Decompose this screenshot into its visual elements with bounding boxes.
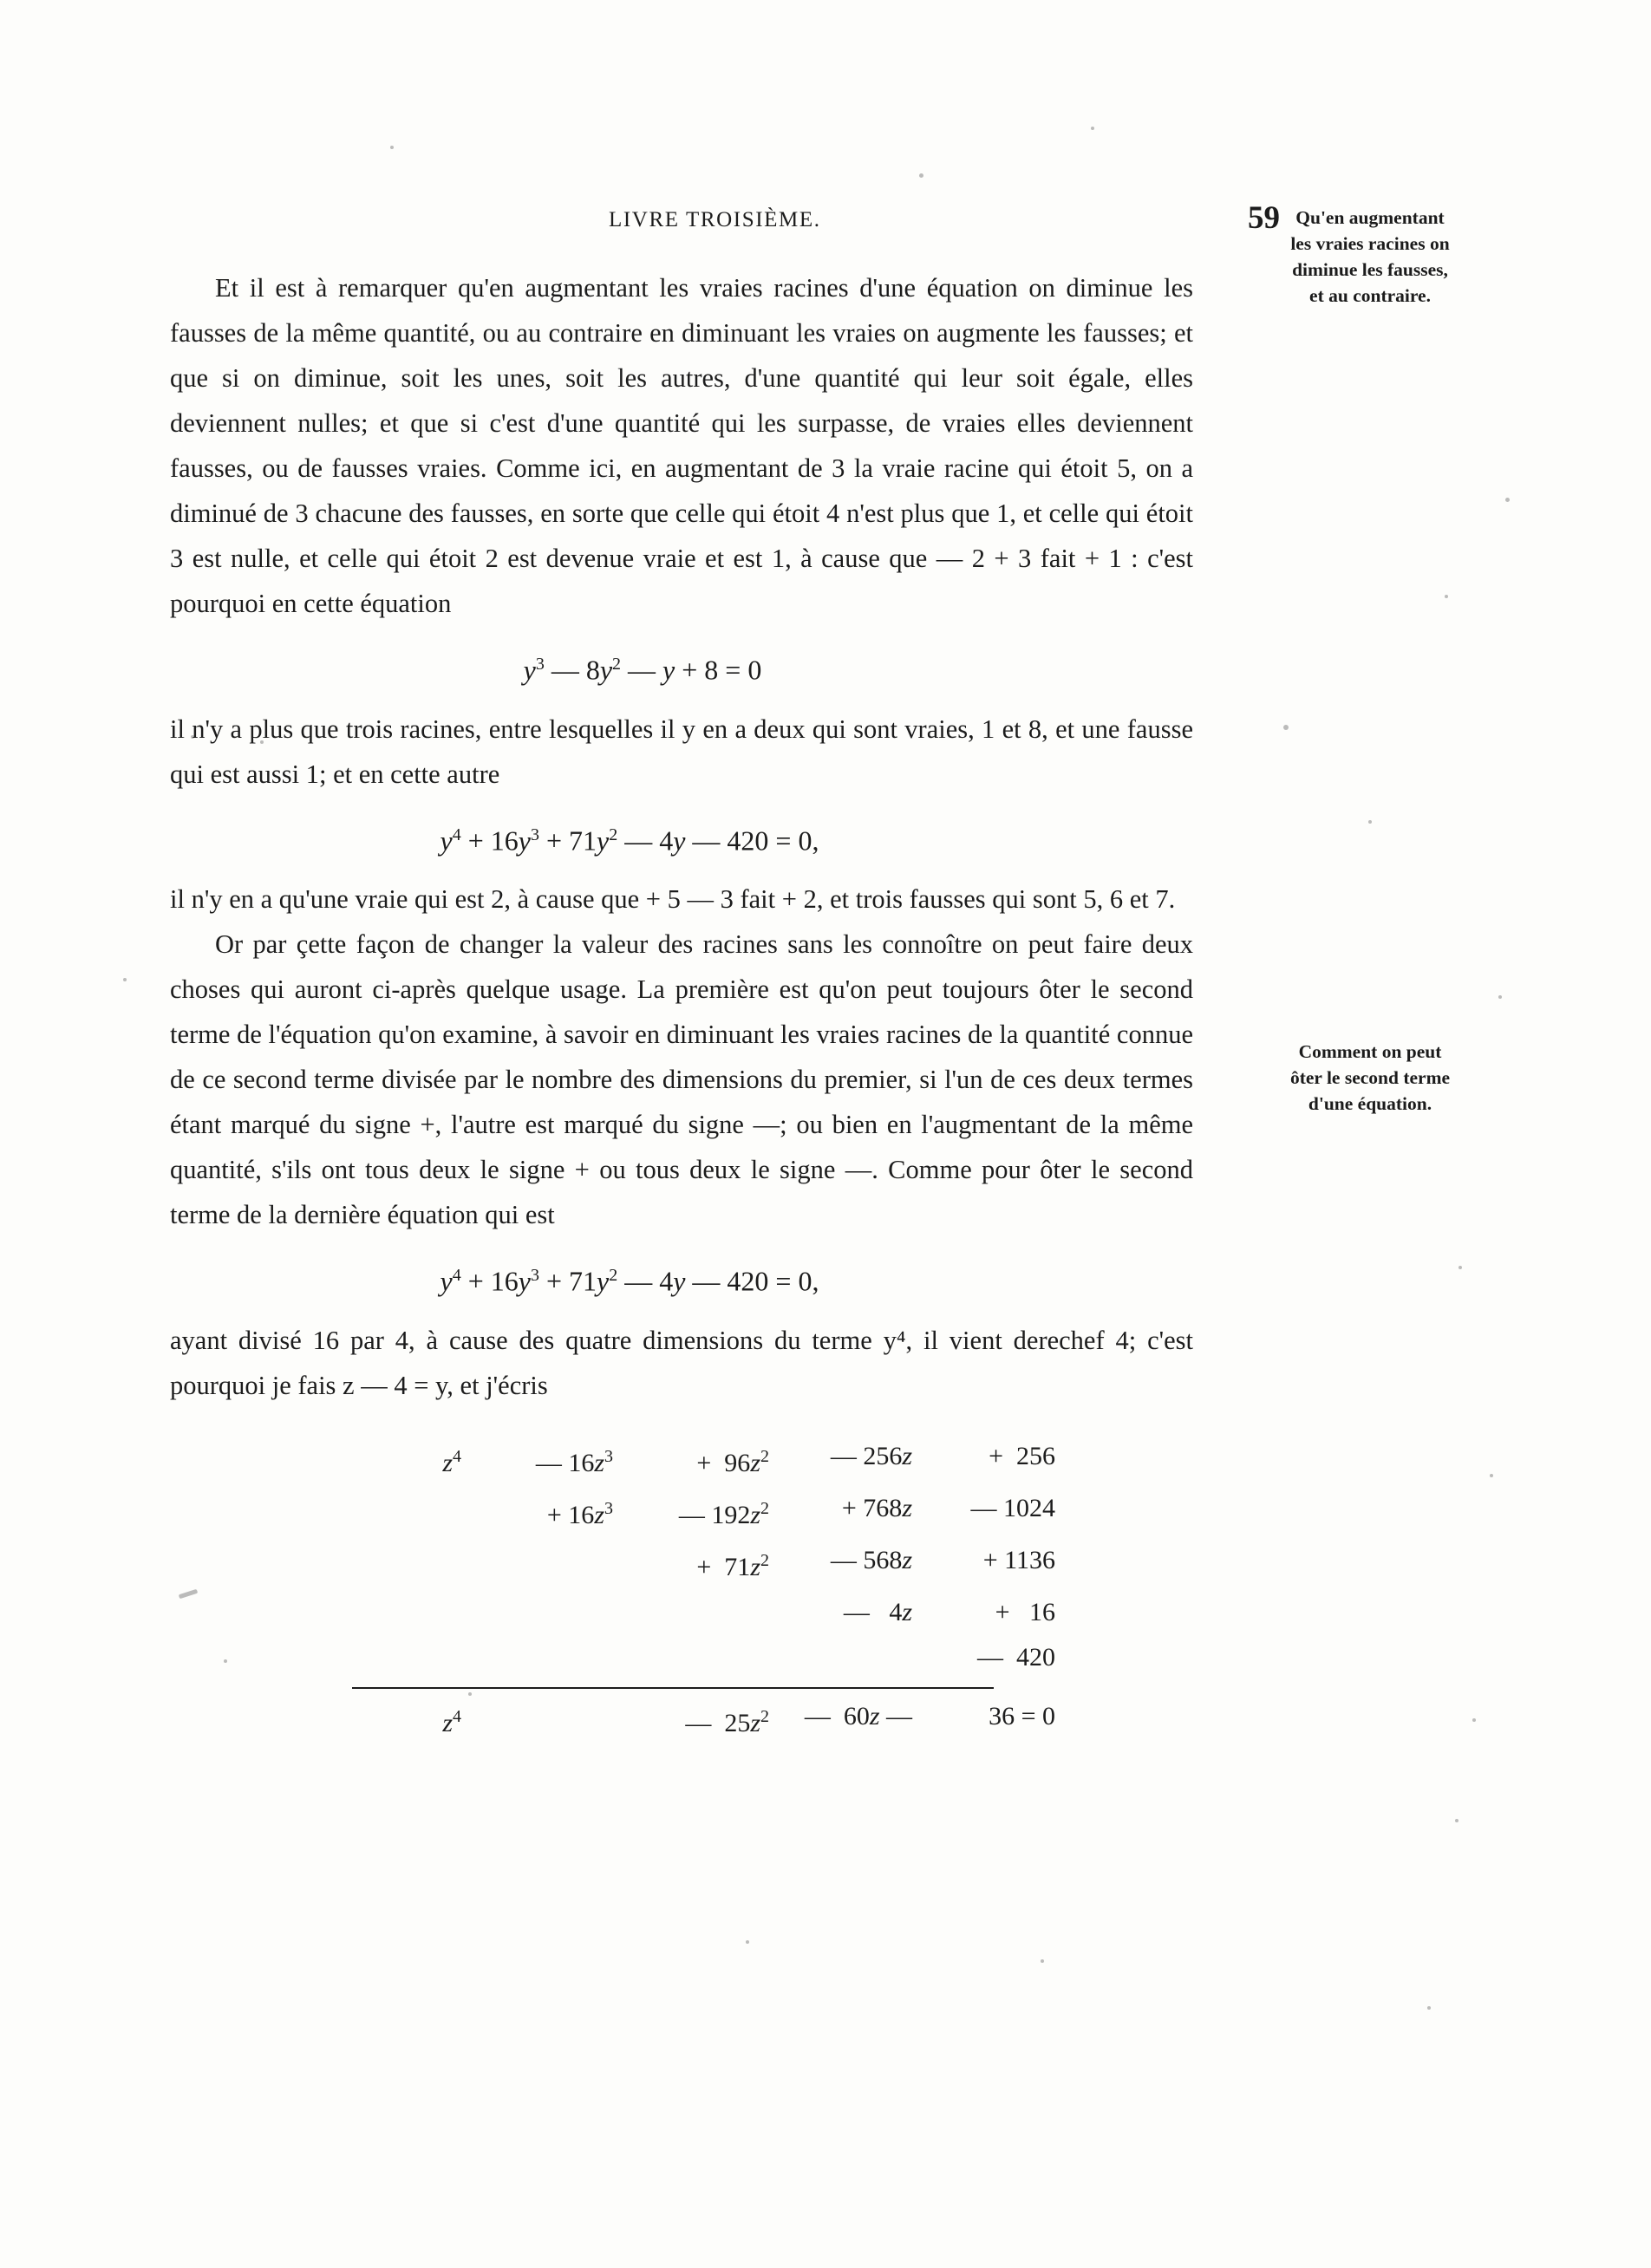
- running-head-title: LIVRE TROISIÈME.: [609, 208, 821, 231]
- calc-cell: — $25z^2$: [685, 1706, 769, 1737]
- calc-cell: + 1136: [982, 1545, 1055, 1574]
- calc-cell: [617, 1635, 773, 1680]
- calc-cell: — 60z —: [804, 1701, 912, 1730]
- scan-speck: [919, 173, 923, 178]
- calculation-result-row: [352, 1694, 1055, 1746]
- calculation-block: [352, 1434, 1055, 1746]
- equation-1: $y^3$ — $8y^2$ — y + 8 = 0: [523, 654, 762, 686]
- calculation-rule: [352, 1687, 994, 1689]
- running-head: [170, 200, 1488, 246]
- scan-speck: [746, 1940, 749, 1944]
- marginal-note-2: Comment on peut ôter le second terme d'une équation.: [1289, 1041, 1451, 1114]
- calc-cell: — 568z: [830, 1545, 912, 1574]
- scan-speck: [1091, 127, 1094, 130]
- page-content: [170, 200, 1488, 1746]
- calc-cell: [773, 1635, 916, 1680]
- scan-speck: [1490, 1474, 1493, 1477]
- calc-cell: — 4z: [843, 1597, 912, 1626]
- scan-speck: [1041, 1959, 1044, 1963]
- calc-cell: $z^4$: [442, 1446, 461, 1477]
- calc-cell: + 256: [989, 1441, 1055, 1470]
- paragraph-4: Or par çette façon de changer la valeur des racines sans les connoître on peut faire deux choses qui auront ci-après quelque usage. La première est qu'on peut toujours ôter le second terme de l'équation qu'on examine, à savoir en diminuant les vraies racines de la quantité connue de ce second terme divisée par le nombre des dimensions du premier, si l'un de ces deux termes étant marqué du signe +, l'autre est marqué du signe —; ou bien en l'augmentant de la même quantité, s'ils ont tous deux le signe + ou tous deux le signe —. Comme pour ôter le second terme de la dernière équation qui est: [170, 929, 1193, 1230]
- calculation-row: [352, 1486, 1055, 1538]
- calc-cell: [465, 1694, 617, 1746]
- calc-cell: [352, 1590, 465, 1635]
- calc-cell: 36 = 0: [989, 1701, 1055, 1730]
- calc-cell: [465, 1590, 617, 1635]
- calc-cell: [465, 1635, 617, 1680]
- scan-speck: [1498, 995, 1502, 999]
- paragraph-3: il n'y en a qu'une vraie qui est 2, à cause que + 5 — 3 fait + 2, et trois fausses qui sont 5, 6 et 7.: [170, 884, 1176, 915]
- calc-cell: [617, 1590, 773, 1635]
- calc-cell: — $16z^3$: [535, 1446, 613, 1477]
- calc-cell: [352, 1486, 465, 1538]
- calc-cell: — 256z: [830, 1441, 912, 1470]
- scan-speck: [390, 146, 394, 149]
- page-number: 59: [1248, 200, 1280, 236]
- calculation-row: [352, 1538, 1055, 1590]
- calc-cell: + $96z^2$: [696, 1446, 769, 1477]
- calculation-row: [352, 1434, 1055, 1486]
- text-column: [170, 265, 1193, 1746]
- equation-2: $y^4 + 16y^3 + 71y^2$ — 4y — 420 = 0,: [440, 824, 819, 857]
- scan-speck: [1505, 498, 1510, 502]
- calculation-row: [352, 1635, 1055, 1680]
- calc-cell: [352, 1635, 465, 1680]
- paragraph-1: Et il est à remarquer qu'en augmentant les vraies racines d'une équation on diminue les fausses de la même quantité, ou au contraire en diminuant les vraies on augmente les fausses; et que si on diminue, soit les unes, soit les autres, d'une quantité qui leur soit égale, elles deviennent nulles; et que si c'est d'une quantité qui les surpasse, de vraies elles deviennent fausses, ou de fausses vraies. Comme ici, en augmentant de 3 la vraie racine qui étoit 5, on a diminué de 3 chacune des fausses, en sorte que celle qui étoit 4 n'est plus que 1, et celle qui étoit 3 est nulle, et celle qui étoit 2 est devenue vraie et est 1, à cause que — 2 + 3 fait + 1 : c'est pourquoi en cette équation: [170, 273, 1193, 618]
- calc-cell: + $71z^2$: [696, 1550, 769, 1581]
- calc-cell: + 768z: [841, 1493, 912, 1522]
- marginal-note-1: Qu'en augmentant les vraies racines on diminue les fausses, et au contraire.: [1290, 207, 1450, 306]
- calc-cell: [352, 1538, 465, 1590]
- calc-cell: — 1024: [970, 1493, 1055, 1522]
- calc-cell: + $16z^3$: [546, 1498, 613, 1529]
- paragraph-2: il n'y a plus que trois racines, entre lesquelles il y en a deux qui sont vraies, 1 et 8, et une fausse qui est aussi 1; et en cette autre: [170, 714, 1193, 789]
- calc-cell: + 16: [995, 1597, 1055, 1626]
- calc-cell: [465, 1538, 617, 1590]
- calculation-row: [352, 1590, 1055, 1635]
- equation-3: $y^4 + 16y^3 + 71y^2$ — 4y — 420 = 0,: [440, 1265, 819, 1297]
- paragraph-5: ayant divisé 16 par 4, à cause des quatre dimensions du terme y⁴, il vient derechef 4; c'est pourquoi je fais z — 4 = y, et j'écris: [170, 1325, 1193, 1400]
- scan-speck: [1455, 1819, 1458, 1822]
- scan-speck: [123, 978, 127, 981]
- calc-cell: — 420: [977, 1642, 1055, 1672]
- calc-cell: $z^4$: [442, 1706, 461, 1737]
- scan-speck: [1427, 2006, 1431, 2010]
- calc-cell: — $192z^2$: [678, 1498, 769, 1529]
